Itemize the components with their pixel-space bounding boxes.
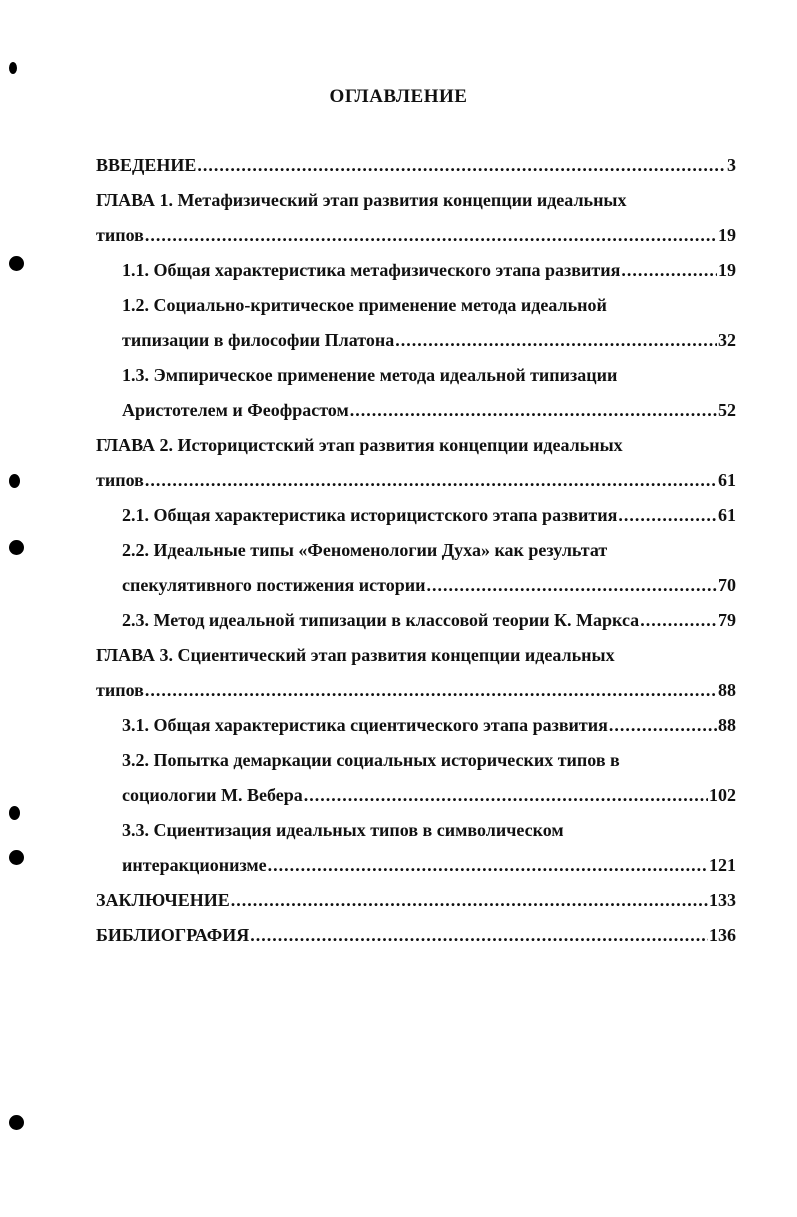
toc-page-number: 61	[718, 505, 736, 525]
toc-leader-dots	[395, 323, 717, 358]
toc-leader-dots	[609, 708, 717, 743]
toc-page-number: 133	[709, 890, 736, 910]
toc-entry-text: социологии М. Вебера	[122, 785, 303, 805]
toc-entry-section-1-1[interactable]	[96, 253, 736, 288]
toc-entry-text: ГЛАВА 2. Историцистский этап развития концепции идеальных	[96, 435, 623, 455]
toc-entry-text: типов	[96, 680, 144, 700]
toc-page-number: 70	[718, 575, 736, 595]
toc-entry-text: 2.1. Общая характеристика историцистского этапа развития	[122, 505, 618, 525]
toc-entry-introduction[interactable]	[96, 148, 736, 183]
toc-page-number: 32	[718, 330, 736, 350]
toc-entry-chapter-1[interactable]	[96, 183, 736, 218]
toc-entry-section-1-2-cont[interactable]	[96, 323, 736, 358]
toc-leader-dots	[268, 848, 708, 883]
toc-entry-text: типов	[96, 470, 144, 490]
toc-leader-dots	[640, 603, 717, 638]
toc-entry-text: типов	[96, 225, 144, 245]
toc-entry-text: 1.2. Социально-критическое применение метода идеальной	[122, 295, 607, 315]
binder-hole-mark	[9, 474, 20, 488]
toc-entry-section-1-2[interactable]	[96, 288, 736, 323]
binder-hole-mark	[9, 1115, 24, 1130]
toc-entry-text: БИБЛИОГРАФИЯ	[96, 925, 250, 945]
toc-entry-chapter-1-cont[interactable]	[96, 218, 736, 253]
toc-leader-dots	[426, 568, 717, 603]
toc-entry-section-3-2-cont[interactable]	[96, 778, 736, 813]
toc-entry-section-3-1[interactable]	[96, 708, 736, 743]
toc-entry-section-1-3-cont[interactable]	[96, 393, 736, 428]
toc-page-number: 79	[718, 610, 736, 630]
toc-entry-text: 2.3. Метод идеальной типизации в классовой теории К. Маркса	[122, 610, 640, 630]
toc-entry-text: ЗАКЛЮЧЕНИЕ	[96, 890, 230, 910]
toc-entry-chapter-3[interactable]	[96, 638, 736, 673]
toc-page-number: 52	[718, 400, 736, 420]
toc-page-number: 102	[709, 785, 736, 805]
toc-entry-section-3-3-cont[interactable]	[96, 848, 736, 883]
toc-entry-text: ВВЕДЕНИЕ	[96, 155, 197, 175]
table-of-contents	[96, 148, 736, 953]
toc-entry-section-2-2[interactable]	[96, 533, 736, 568]
toc-leader-dots	[145, 673, 717, 708]
binder-hole-mark	[9, 850, 24, 865]
binder-hole-mark	[9, 256, 24, 271]
toc-entry-text: 1.1. Общая характеристика метафизического этапа развития	[122, 260, 621, 280]
toc-page-number: 19	[718, 225, 736, 245]
toc-entry-conclusion[interactable]	[96, 883, 736, 918]
toc-entry-text: 1.3. Эмпирическое применение метода идеальной типизации	[122, 365, 618, 385]
binder-hole-mark	[9, 806, 20, 820]
toc-entry-chapter-2[interactable]	[96, 428, 736, 463]
toc-entry-text: типизации в философии Платона	[122, 330, 395, 350]
toc-entry-section-2-3[interactable]	[96, 603, 736, 638]
toc-entry-chapter-3-cont[interactable]	[96, 673, 736, 708]
toc-entry-chapter-2-cont[interactable]	[96, 463, 736, 498]
toc-leader-dots	[231, 883, 708, 918]
toc-entry-section-2-2-cont[interactable]	[96, 568, 736, 603]
toc-leader-dots	[621, 253, 717, 288]
toc-entry-text: спекулятивного постижения истории	[122, 575, 426, 595]
toc-entry-text: 3.2. Попытка демаркации социальных исторических типов в	[122, 750, 620, 770]
binder-hole-mark	[9, 62, 17, 74]
toc-page-number: 3	[727, 155, 736, 175]
toc-entry-bibliography[interactable]	[96, 918, 736, 953]
page-title: ОГЛАВЛЕНИЕ	[329, 86, 468, 107]
toc-leader-dots	[350, 393, 717, 428]
toc-entry-text: Аристотелем и Феофрастом	[122, 400, 349, 420]
toc-leader-dots	[304, 778, 708, 813]
toc-leader-dots	[618, 498, 717, 533]
toc-entry-section-3-3[interactable]	[96, 813, 736, 848]
toc-page-number: 88	[718, 715, 736, 735]
toc-entry-text: ГЛАВА 3. Сциентический этап развития концепции идеальных	[96, 645, 615, 665]
toc-entry-text: ГЛАВА 1. Метафизический этап развития концепции идеальных	[96, 190, 627, 210]
toc-entry-text: 3.3. Сциентизация идеальных типов в символическом	[122, 820, 564, 840]
toc-entry-section-1-3[interactable]	[96, 358, 736, 393]
toc-page-number: 88	[718, 680, 736, 700]
toc-page-number: 121	[709, 855, 736, 875]
toc-entry-text: интеракционизме	[122, 855, 267, 875]
toc-leader-dots	[145, 463, 717, 498]
toc-page-number: 19	[718, 260, 736, 280]
toc-leader-dots	[197, 148, 726, 183]
binder-hole-mark	[9, 540, 24, 555]
toc-leader-dots	[250, 918, 708, 953]
toc-entry-text: 3.1. Общая характеристика сциентического этапа развития	[122, 715, 608, 735]
toc-page-number: 136	[709, 925, 736, 945]
toc-entry-section-2-1[interactable]	[96, 498, 736, 533]
toc-page-number: 61	[718, 470, 736, 490]
toc-entry-section-3-2[interactable]	[96, 743, 736, 778]
toc-entry-text: 2.2. Идеальные типы «Феноменологии Духа» как результат	[122, 540, 608, 560]
toc-leader-dots	[145, 218, 717, 253]
